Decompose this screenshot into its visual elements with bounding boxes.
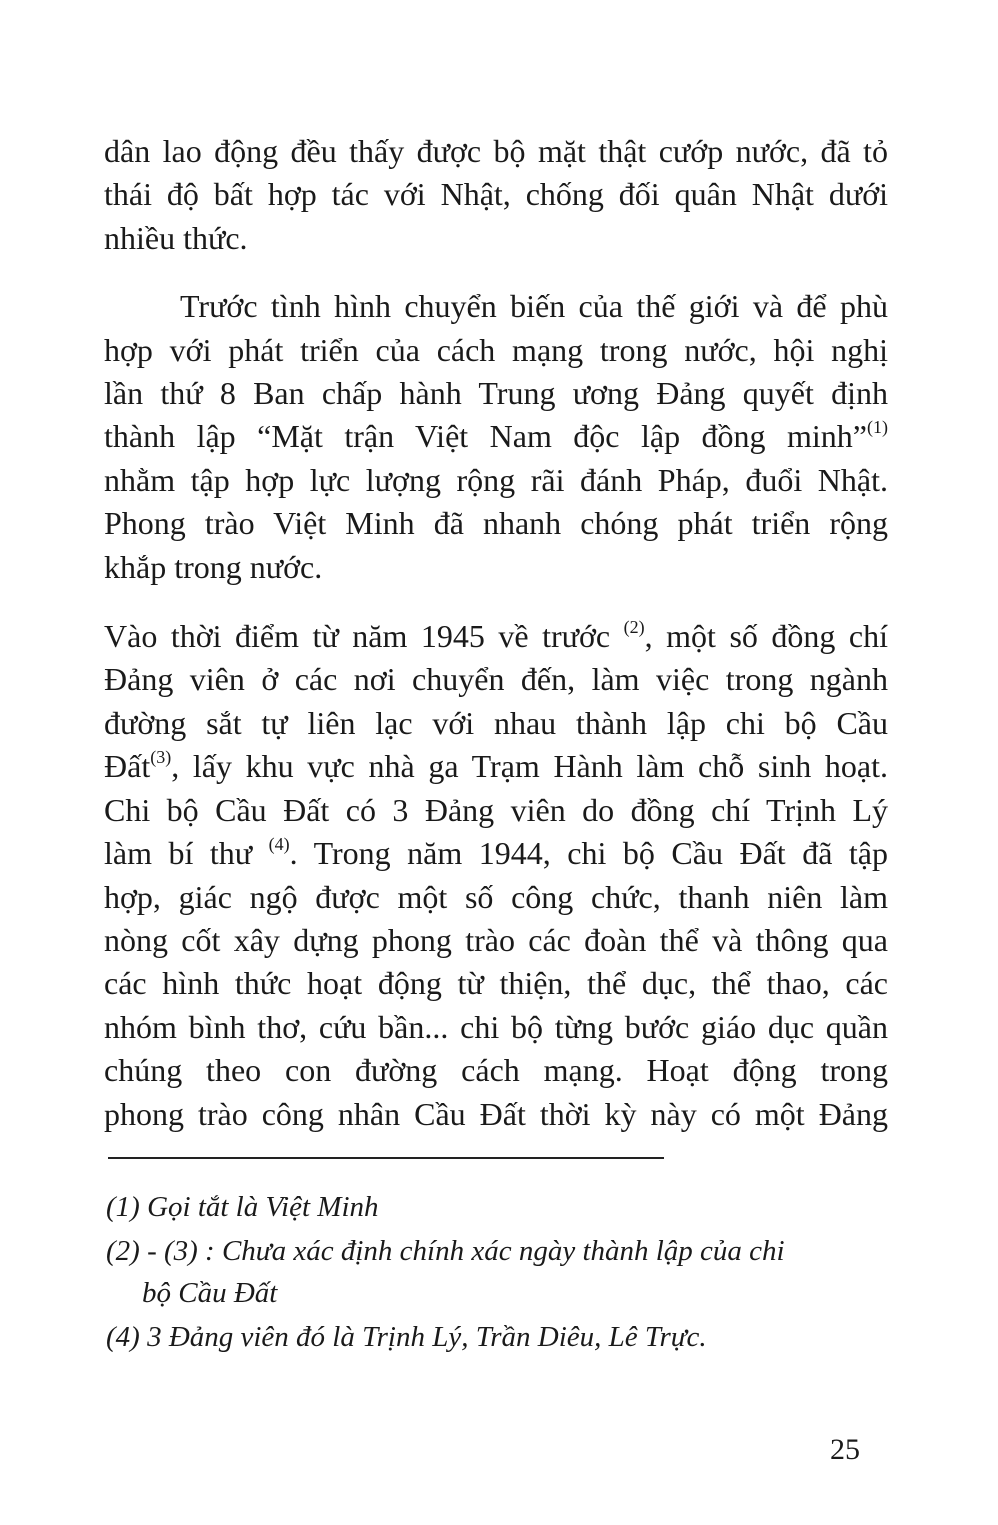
text-line: khắp trong nước. [104, 548, 323, 585]
text-line: nhóm bình thơ, cứu bần... chi bộ từng bước giáo dục quần [104, 1008, 888, 1045]
footnote-1: (1) Gọi tắt là Việt Minh [106, 1191, 379, 1223]
text-line: Trước tình hình chuyển biến của thế giới và để phù [180, 288, 888, 325]
text-fragment: Vào thời điểm từ năm 1945 về trước [104, 618, 624, 655]
text-line-with-footnote [104, 745, 888, 788]
text-fragment: , lấy khu vực nhà ga Trạm Hành làm chỗ sinh hoạt. [171, 748, 888, 785]
text-line: hợp, giác ngộ được một số công chức, thanh niên làm [104, 878, 888, 915]
text-line: phong trào công nhân Cầu Đất thời kỳ này có một Đảng [104, 1095, 888, 1132]
footnote-ref-3: (3) [150, 747, 172, 768]
text-line-with-footnote [104, 832, 888, 875]
footnote-2-continuation: bộ Cầu Đất [142, 1277, 278, 1309]
text-fragment: , một số đồng chí [644, 618, 889, 655]
footnote-2 [106, 1230, 898, 1314]
text-line: thái độ bất hợp tác với Nhật, chống đối quân Nhật dưới [104, 176, 888, 213]
text-line: nòng cốt xây dựng phong trào các đoàn thể và thông qua [104, 921, 888, 958]
footnote-ref-4: (4) [268, 834, 290, 855]
text-line: lần thứ 8 Ban chấp hành Trung ương Đảng quyết định [104, 375, 888, 412]
footnote-ref-2: (2) [623, 617, 645, 638]
text-line: dân lao động đều thấy được bộ mặt thật cướp nước, đã tỏ [104, 133, 888, 169]
text-fragment: làm bí thư [104, 835, 269, 872]
text-fragment: . Trong năm 1944, chi bộ Cầu Đất đã tập [289, 835, 889, 872]
text-line: Phong trào Việt Minh đã nhanh chóng phát triển rộng [104, 505, 888, 542]
text-line: Chi bộ Cầu Đất có 3 Đảng viên do đồng chí Trịnh Lý [104, 791, 888, 828]
text-line: nhiều thức. [104, 219, 248, 256]
text-line: Đảng viên ở các nơi chuyển đến, làm việc trong ngành [104, 661, 888, 698]
text-line: các hình thức hoạt động từ thiện, thể dục, thể thao, các [104, 965, 888, 1002]
paragraph-2 [104, 285, 888, 589]
text-line-with-footnote [104, 615, 888, 658]
footnote-2-text: (2) - (3) : Chưa xác định chính xác ngày thành lập của chi [106, 1235, 785, 1267]
text-fragment: Đất [104, 748, 151, 785]
text-line: chúng theo con đường cách mạng. Hoạt động trong [104, 1052, 888, 1089]
footnote-3: (4) 3 Đảng viên đó là Trịnh Lý, Trần Diêu, Lê Trực. [106, 1321, 707, 1353]
footnote-ref-1: (1) [867, 417, 888, 438]
page-body [104, 130, 888, 1136]
text-line: hợp với phát triển của cách mạng trong nước, hội nghị [104, 331, 888, 368]
footnote-divider [108, 1157, 664, 1159]
paragraph-1 [104, 130, 888, 260]
text-fragment: thành lập “Mặt trận Việt Nam độc lập đồng minh” [104, 418, 867, 455]
text-line: đường sắt tự liên lạc với nhau thành lập chi bộ Cầu [104, 704, 888, 741]
text-line: nhằm tập hợp lực lượng rộng rãi đánh Pháp, đuổi Nhật. [104, 461, 888, 498]
text-line-with-footnote [104, 415, 888, 458]
page-number: 25 [830, 1433, 860, 1466]
paragraph-3 [104, 615, 888, 1136]
footnotes [106, 1186, 898, 1360]
